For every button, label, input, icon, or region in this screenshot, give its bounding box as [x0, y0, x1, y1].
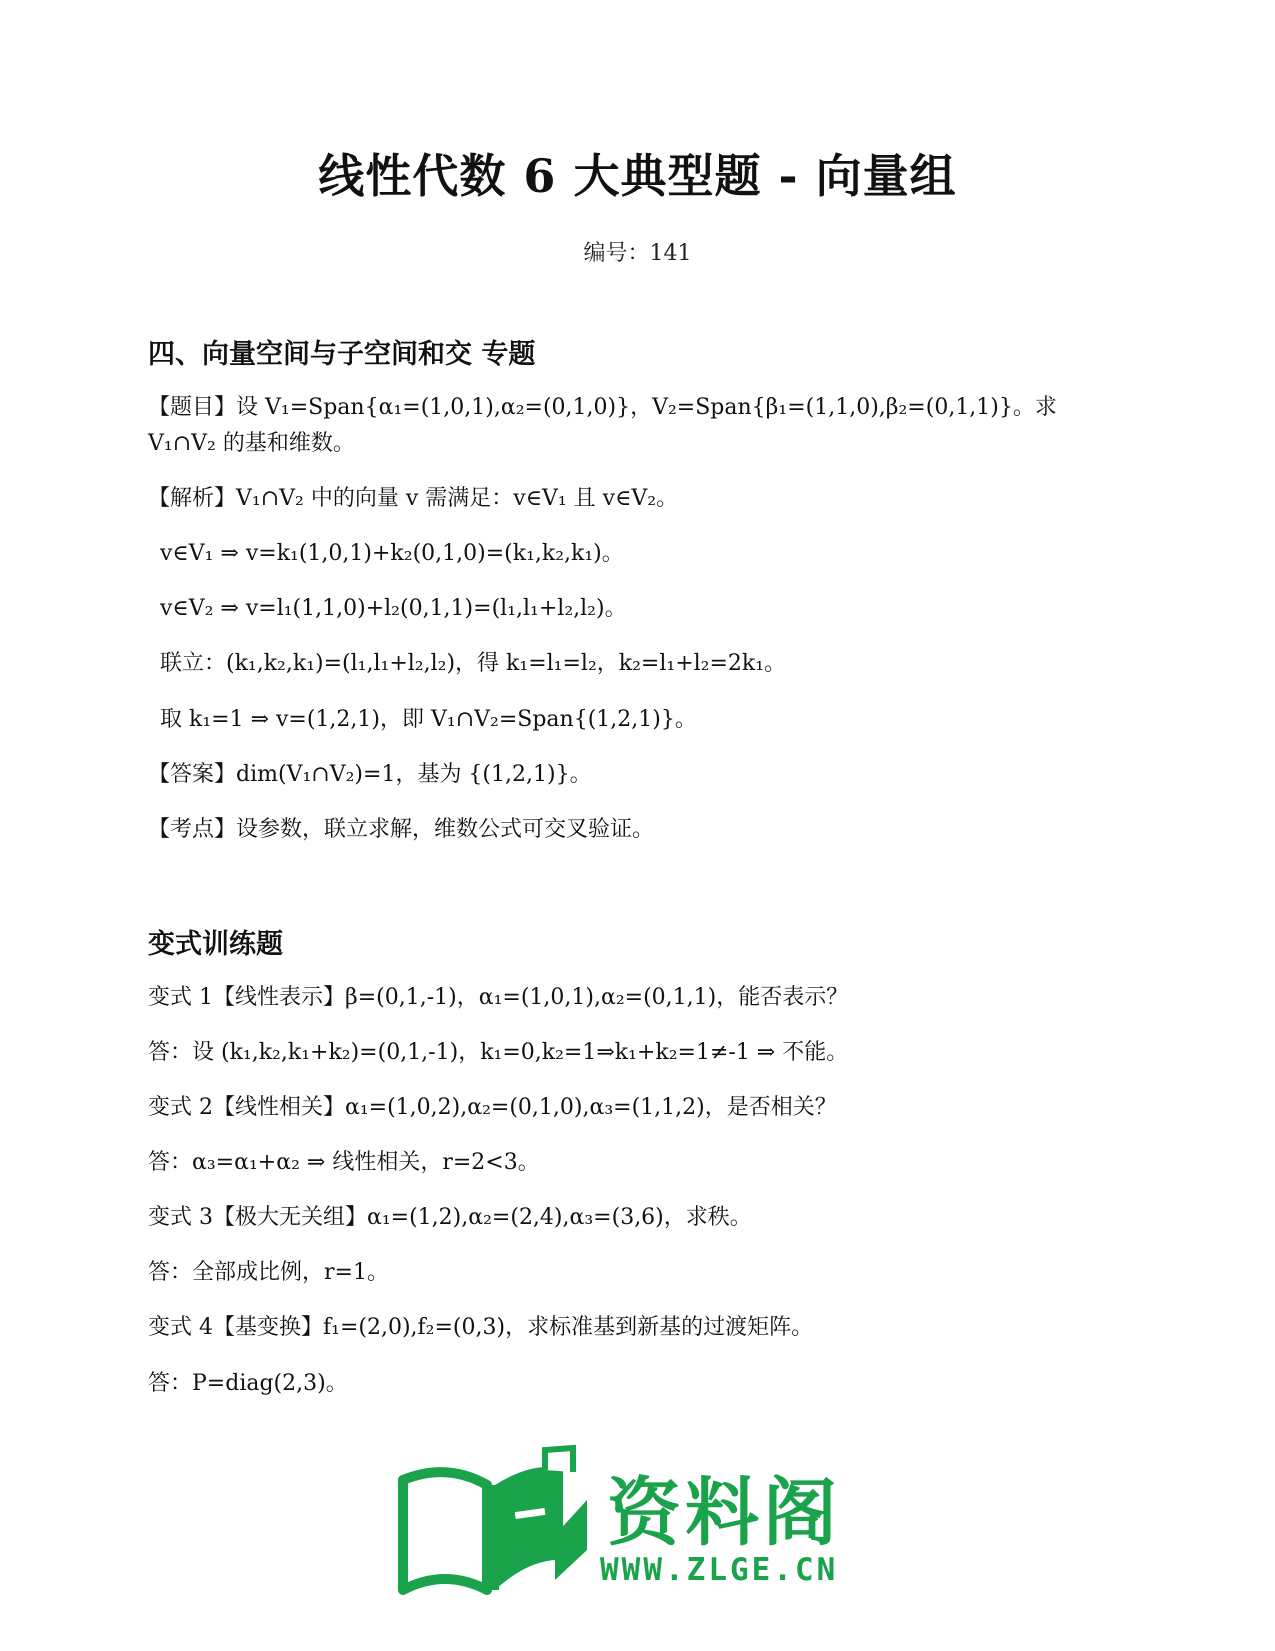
open-book-icon	[395, 1440, 595, 1610]
watermark-logo	[395, 1440, 875, 1610]
problem-tag: 【题目】	[148, 395, 237, 420]
analysis-tag: 【解析】	[148, 486, 237, 511]
variant-answer: 答：设 (k₁,k₂,k₁+k₂)=(0,1,-1)，k₁=0,k₂=1⇒k₁+k₂=1≠-1 ⇒ 不能。	[148, 1040, 849, 1065]
section-heading-subspace: 四、向量空间与子空间和交 专题	[148, 339, 536, 370]
answer-tag: 【答案】	[148, 762, 237, 787]
key-point-text: 设参数，联立求解，维数公式可交叉验证。	[236, 817, 655, 842]
analysis-step: 取 k₁=1 ⇒ v=(1,2,1)，即 V₁∩V₂=Span{(1,2,1)}。	[160, 707, 697, 732]
analysis-text: V₁∩V₂ 中的向量 v 需满足：v∈V₁ 且 v∈V₂。	[236, 486, 679, 511]
variant-answer: 答：全部成比例，r=1。	[148, 1260, 389, 1285]
analysis-paragraph	[148, 481, 1108, 517]
variant-question: 变式 3【极大无关组】α₁=(1,2),α₂=(2,4),α₃=(3,6)，求秩。	[148, 1205, 752, 1230]
page-title: 线性代数 6 大典型题 - 向量组	[318, 149, 957, 203]
answer-paragraph	[148, 757, 1108, 793]
problem-text: 设 V₁=Span{α₁=(1,0,1),α₂=(0,1,0)}，V₂=Span{β₁=(1,1,0),β₂=(0,1,1)}。求 V₁∩V₂ 的基和维数。	[148, 395, 1057, 456]
watermark-name: 资料阁	[607, 1470, 841, 1556]
variant-question: 变式 1【线性表示】β=(0,1,-1)，α₁=(1,0,1),α₂=(0,1,1)，能否表示？	[148, 985, 849, 1010]
watermark-url: WWW.ZLGE.CN	[600, 1552, 839, 1588]
document-serial: 编号：141	[583, 241, 692, 266]
key-point-paragraph	[148, 812, 1108, 848]
variant-answer: 答：α₃=α₁+α₂ ⇒ 线性相关，r=2<3。	[148, 1150, 540, 1175]
analysis-step: 联立：(k₁,k₂,k₁)=(l₁,l₁+l₂,l₂)，得 k₁=l₁=l₂，k₂=l₁+l₂=2k₁。	[160, 651, 787, 676]
answer-text: dim(V₁∩V₂)=1，基为 {(1,2,1)}。	[236, 762, 592, 787]
variant-answer: 答：P=diag(2,3)。	[148, 1371, 348, 1396]
analysis-step: v∈V₁ ⇒ v=k₁(1,0,1)+k₂(0,1,0)=(k₁,k₂,k₁)。	[160, 541, 624, 566]
section-heading-variants: 变式训练题	[148, 929, 283, 960]
problem-paragraph	[148, 390, 1108, 462]
variant-question: 变式 2【线性相关】α₁=(1,0,2),α₂=(0,1,0),α₃=(1,1,2)，是否相关？	[148, 1095, 837, 1120]
key-point-tag: 【考点】	[148, 817, 237, 842]
variant-question: 变式 4【基变换】f₁=(2,0),f₂=(0,3)，求标准基到新基的过渡矩阵。	[148, 1315, 814, 1340]
analysis-step: v∈V₂ ⇒ v=l₁(1,1,0)+l₂(0,1,1)=(l₁,l₁+l₂,l₂)。	[160, 596, 627, 621]
